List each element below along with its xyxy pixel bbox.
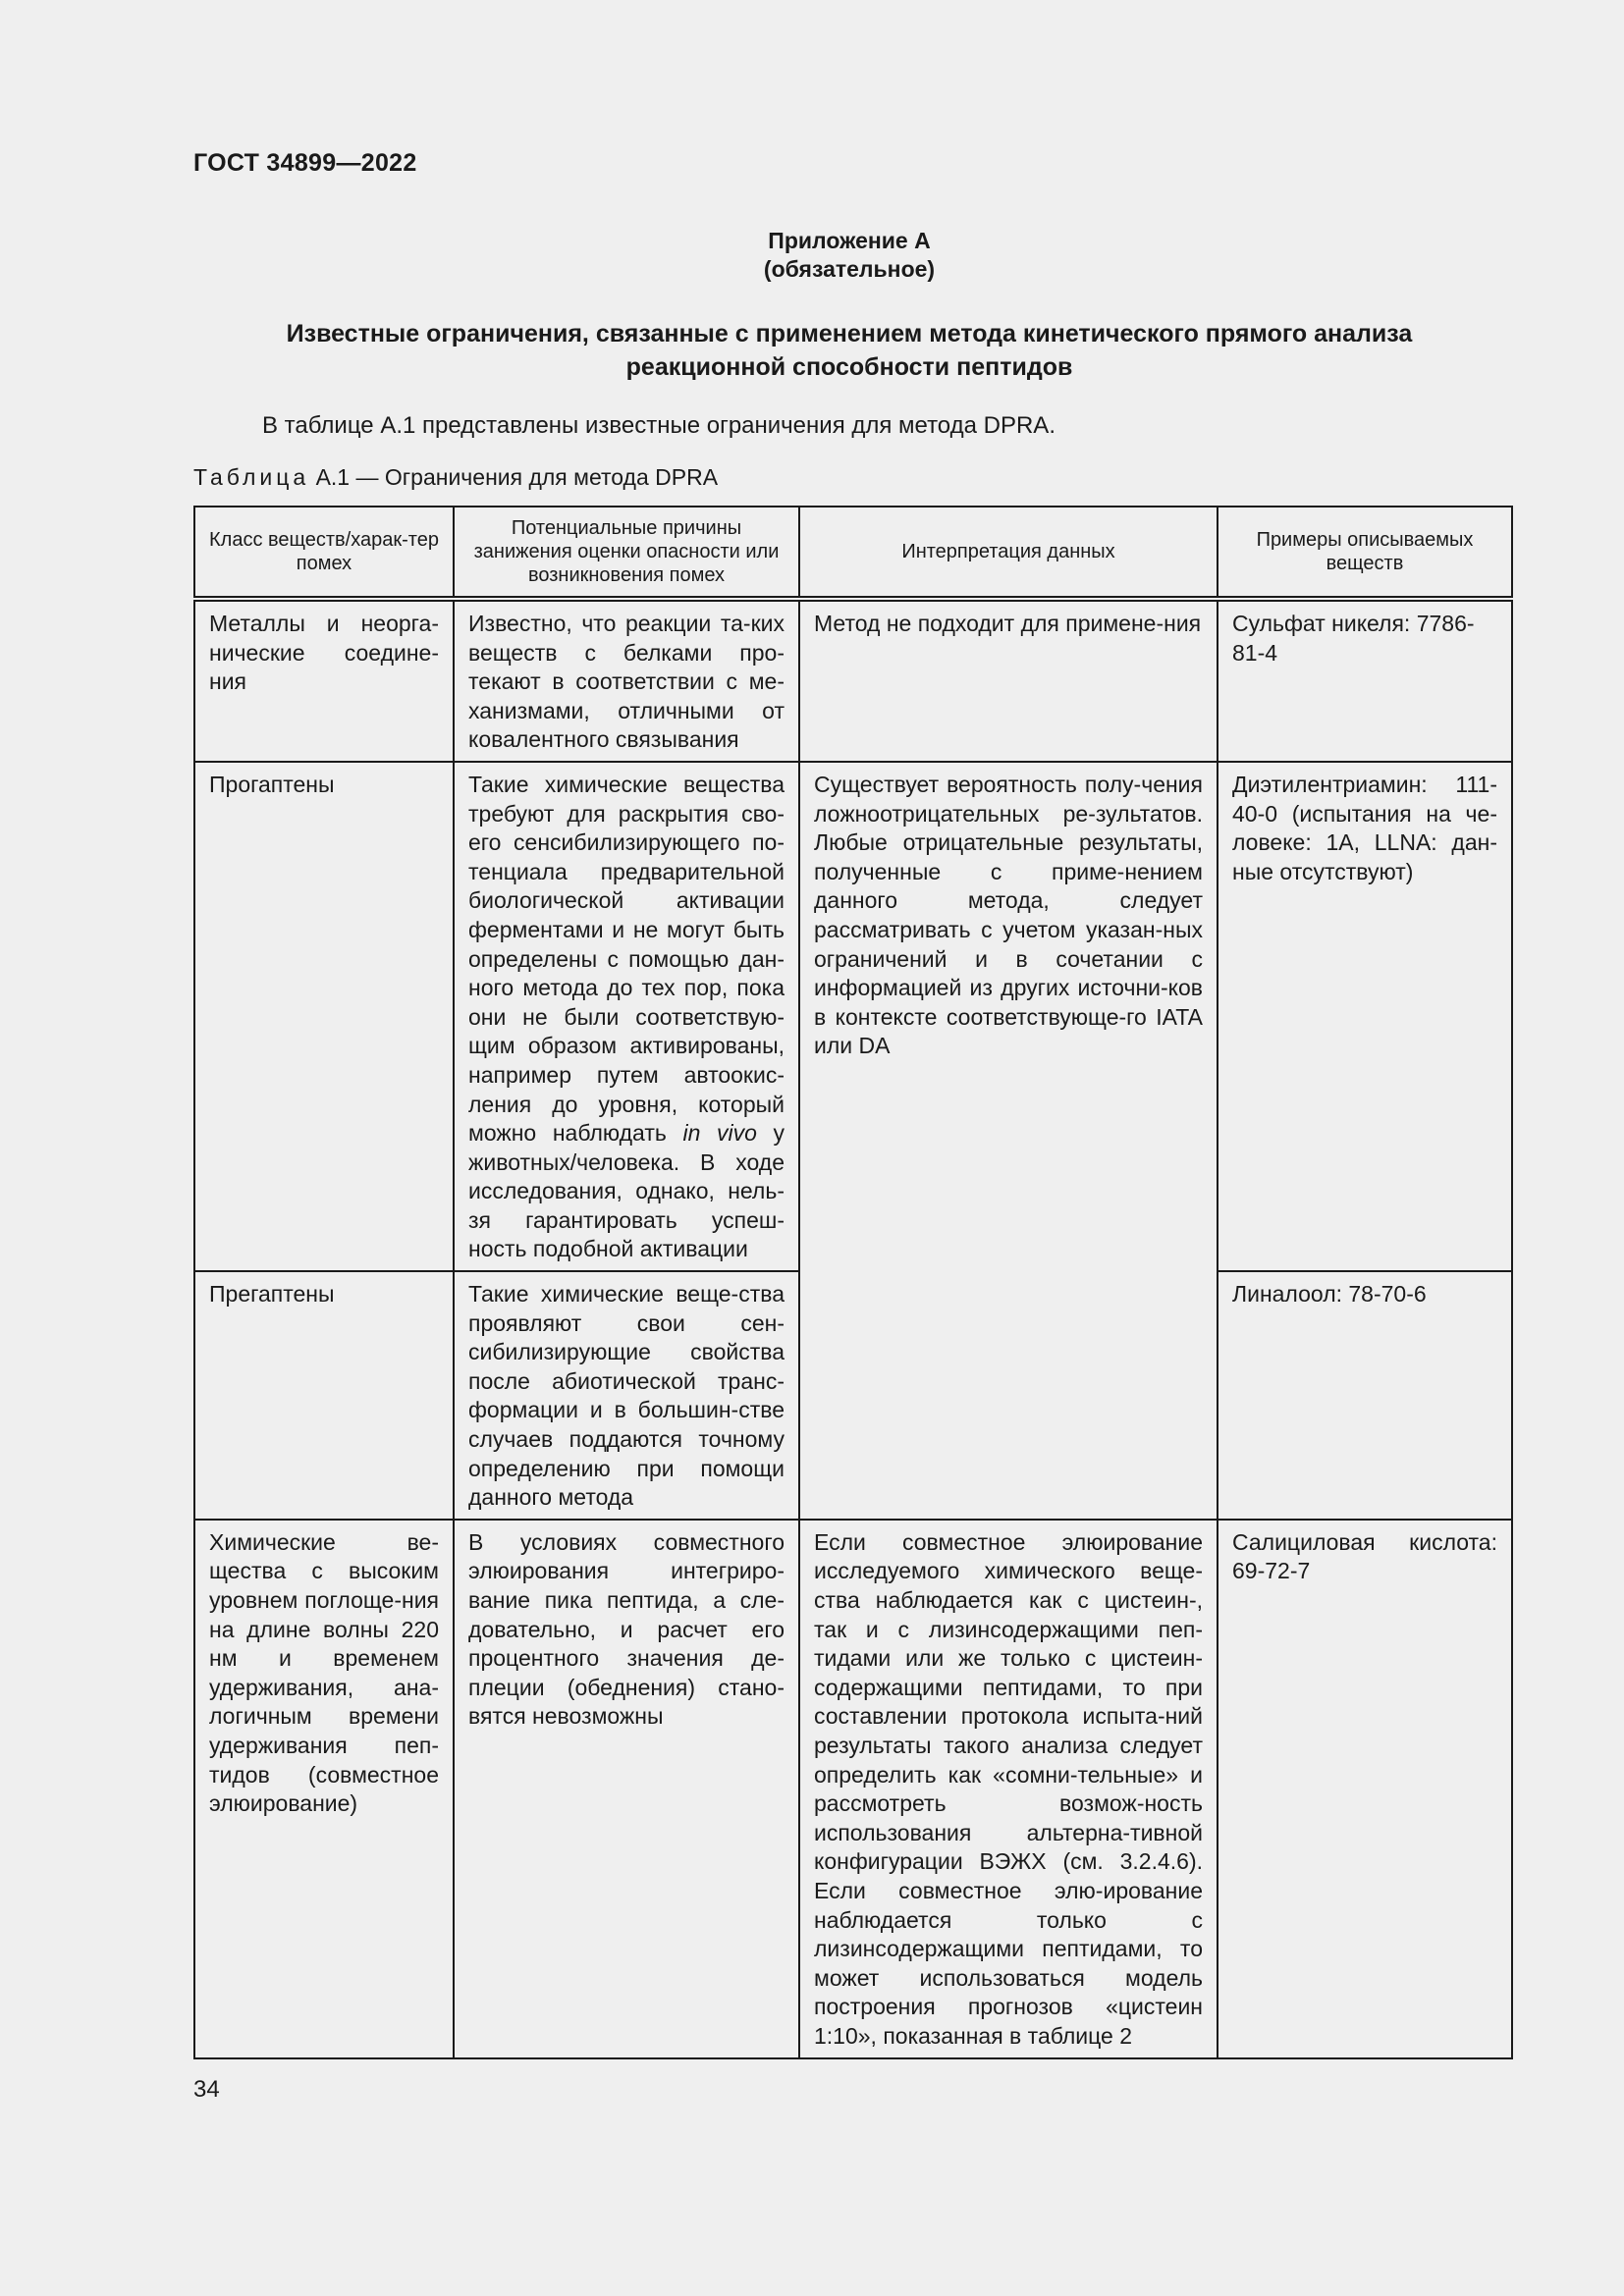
cell-class: Прегаптены [194,1271,454,1520]
table-caption-text: А.1 — Ограничения для метода DPRA [309,464,719,490]
cause-text-a: Такие химические вещества требуют для раскрытия сво-его сенсибилизирующего по-тенциала предварительной биологической активации ферментами и не могут быть определены с помощью дан-ного метода до тех пор, пока они не были соответствую-щим образом активированы, например путем автоокис-ления до уровня, который можно наблюдать [468,771,785,1147]
table-row [194,599,1512,762]
table-caption [193,464,718,491]
cell-class: Химические ве-щества с высоким уровнем поглоще-ния на длине волны 220 нм и временем удерживания, ана-логичным времени удерживания пеп-тидов (совместное элюирование) [194,1520,454,2058]
header-interpretation: Интерпретация данных [799,507,1218,599]
table-header-row [194,507,1512,599]
cell-cause: В условиях совместного элюирования интегриро-вание пика пептида, а сле-довательно, и расчет его процентного значения де-плеции (обеднения) стано-вятся невозможны [454,1520,799,2058]
cell-cause: Известно, что реакции та-ких веществ с белками про-текают в соответствии с ме-ханизмами, отличными от ковалентного связывания [454,599,799,762]
cell-examples: Линалоол: 78-70-6 [1218,1271,1512,1520]
cell-interpretation: Существует вероятность полу-чения ложноотрицательных ре-зультатов. Любые отрицательные результаты, полученные с приме-нением данного метода, следует рассматривать с учетом указан-ных ограничений и в сочетании с информацией из других источни-ков в контексте соответствующе-го IATA или DA [799,762,1218,1520]
header-cause: Потенциальные причины занижения оценки опасности или возникновения помех [454,507,799,599]
cell-class: Металлы и неорга-нические соедине-ния [194,599,454,762]
cell-examples: Салициловая кислота: 69-72-7 [1218,1520,1512,2058]
table-caption-prefix: Таблица [193,464,310,490]
header-examples: Примеры описываемых веществ [1218,507,1512,599]
cell-examples: Диэтилентриамин: 111-40-0 (испытания на че-ловеке: 1А, LLNA: дан-ные отсутствуют) [1218,762,1512,1271]
header-class: Класс веществ/харак-тер помех [194,507,454,599]
cell-cause: Такие химические веще-ства проявляют свои сен-сибилизирующие свойства после абиотической транс-формации и в большин-стве случаев поддаются точному определению при помощи данного метода [454,1271,799,1520]
cause-text-b: у животных/человека. В ходе исследования, однако, нель-зя гарантировать успеш-ность подобной активации [468,1120,785,1262]
document-code: ГОСТ 34899—2022 [193,149,417,177]
limitations-table [193,506,1513,2059]
cell-examples: Сульфат никеля: 7786-81-4 [1218,599,1512,762]
section-heading [196,317,1502,384]
cause-italic-term: in vivo [682,1120,757,1147]
cell-class: Прогаптены [194,762,454,1271]
cell-cause [454,762,799,1271]
section-heading-line2: реакционной способности пептидов [625,353,1073,381]
cell-interpretation: Метод не подходит для примене-ния [799,599,1218,762]
section-heading-line1: Известные ограничения, связанные с применением метода кинетического прямого анализа [286,320,1413,347]
page-number: 34 [193,2076,220,2103]
table-row [194,1520,1512,2058]
annex-title: Приложение А [768,228,931,253]
table-row [194,762,1512,1271]
cell-interpretation: Если совместное элюирование исследуемого химического веще-ства наблюдается как с цистеин-, так и с лизинсодержащими пеп-тидами или же только с цистеин-содержащими пептидами, то при составлении протокола испыта-ний результаты такого анализа следует определить как «сомни-тельные» и рассмотреть возмож-ность использования альтерна-тивной конфигурации ВЭЖХ (см. 3.2.4.6). Если совместное элю-ирование наблюдается только с лизинсодержащими пептидами, то может использоваться модель построения прогнозов «цистеин 1:10», показанная в таблице 2 [799,1520,1218,2058]
intro-paragraph: В таблице А.1 представлены известные ограничения для метода DPRA. [262,412,1056,439]
annex-status: (обязательное) [763,256,936,282]
